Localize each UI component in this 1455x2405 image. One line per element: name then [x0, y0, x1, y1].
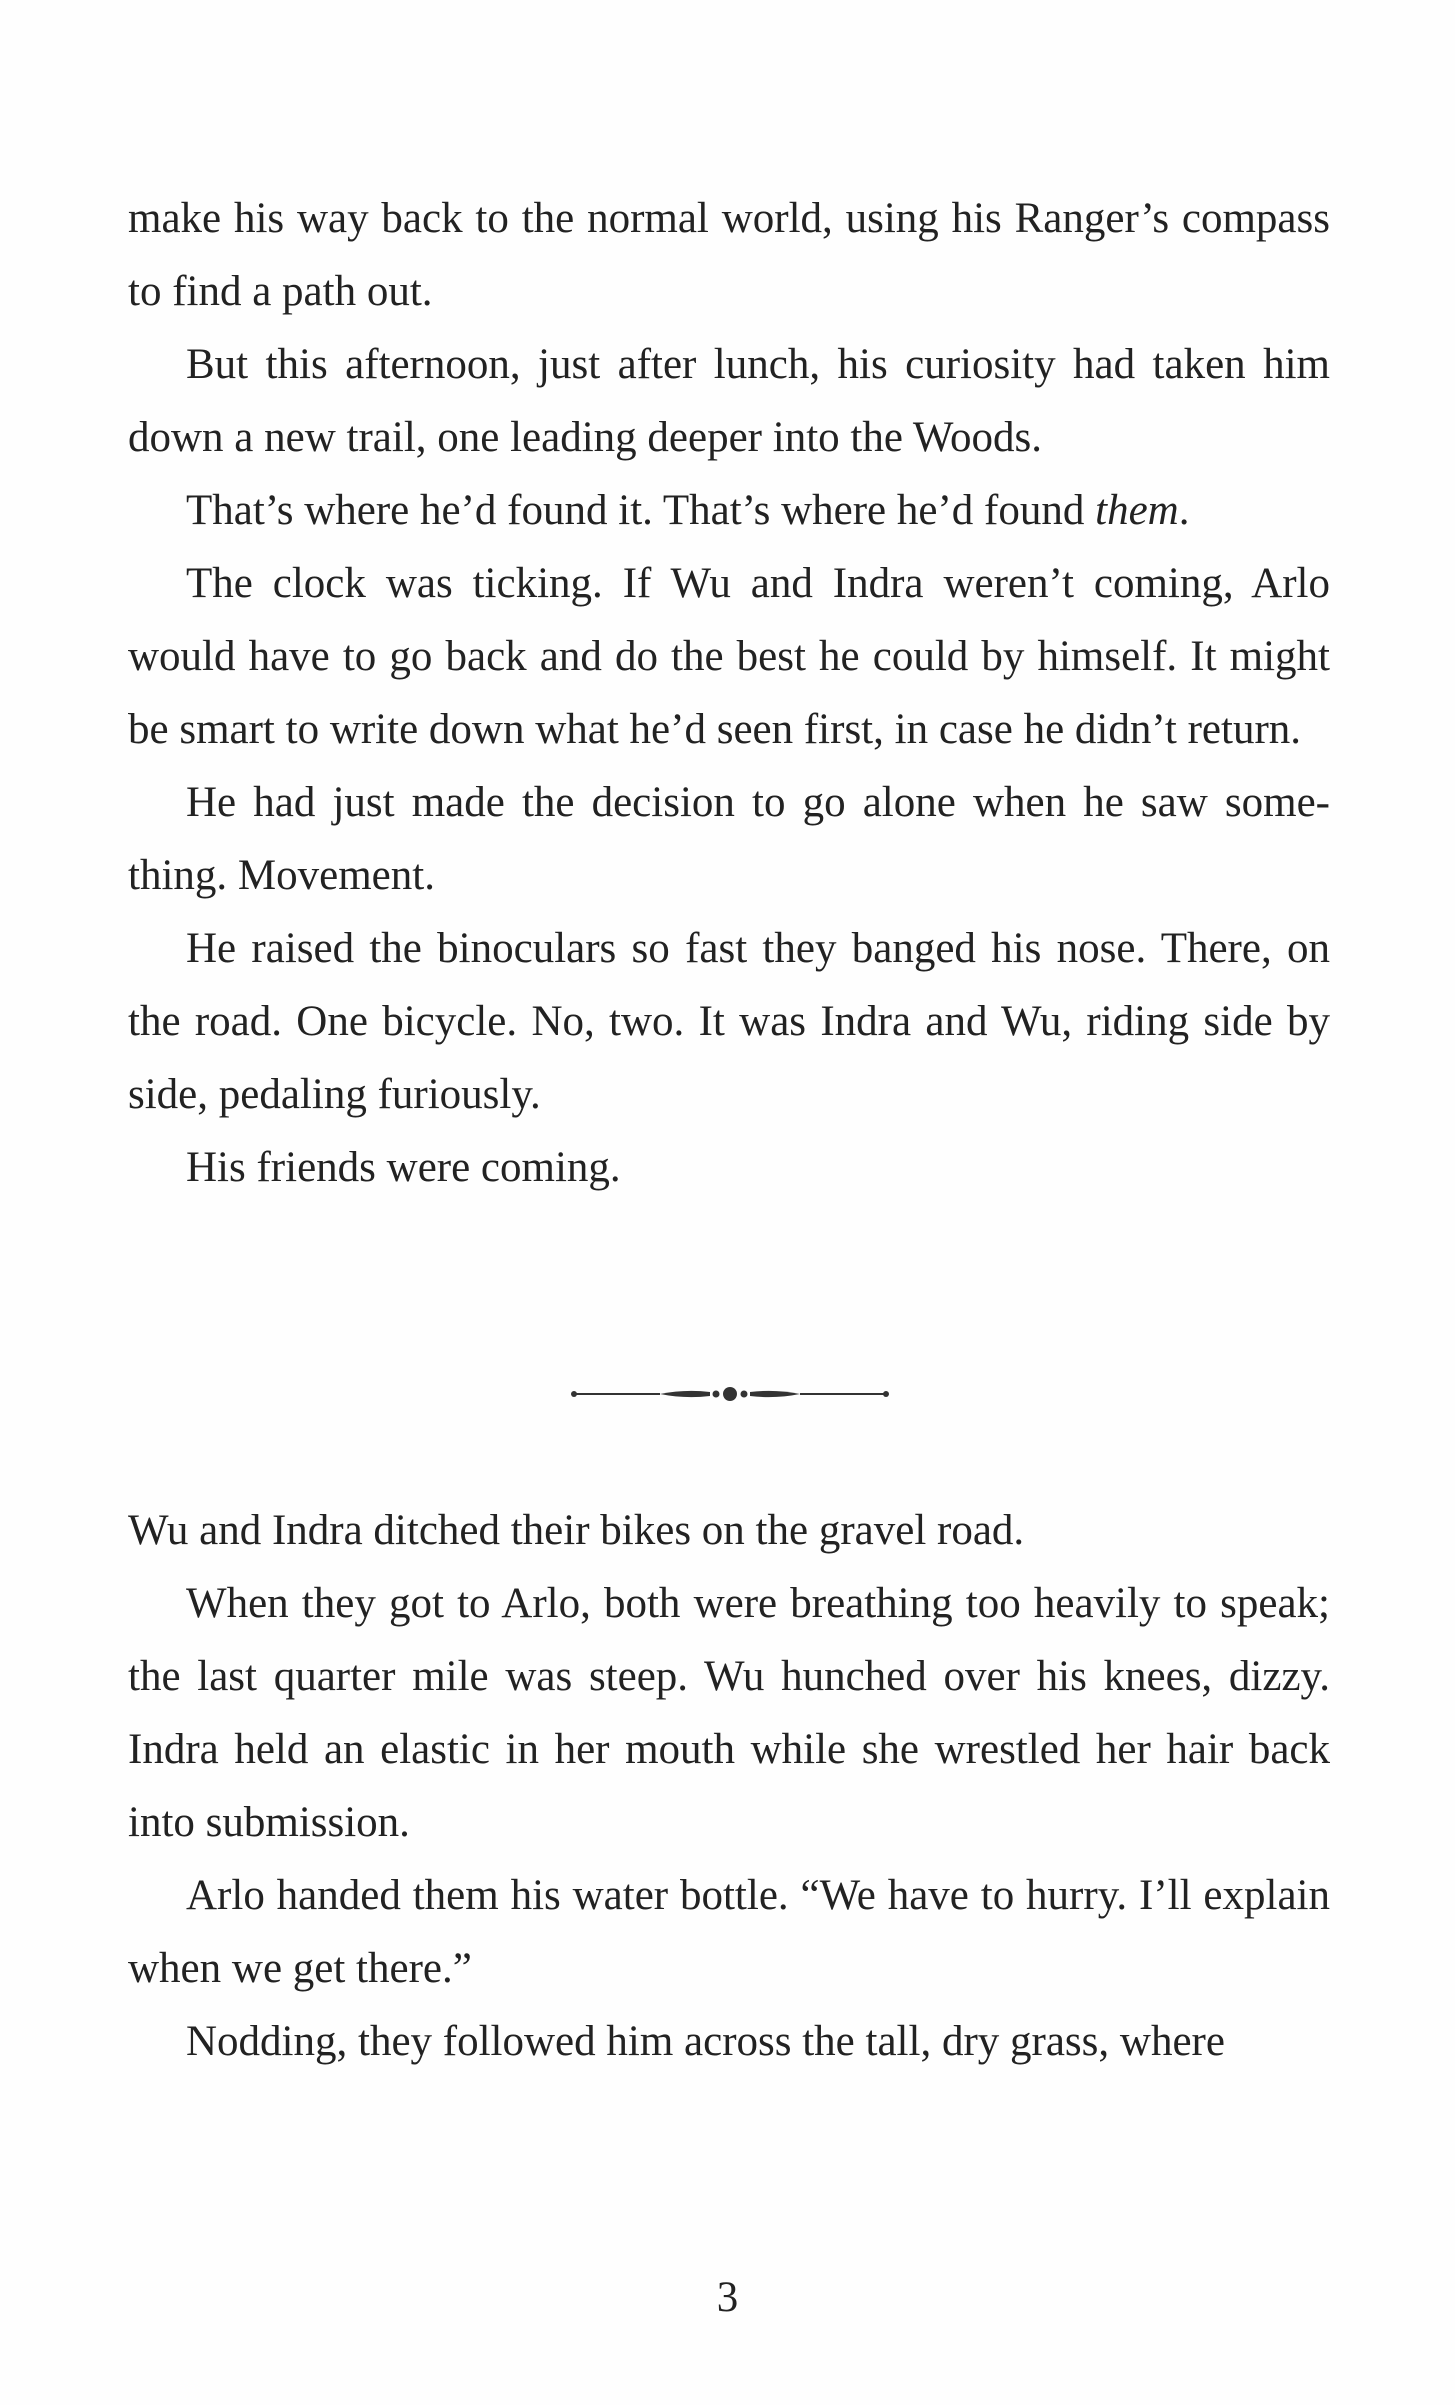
paragraph: He had just made the decision to go alone when he saw something. Movement.	[128, 779, 1330, 899]
text-section-two	[128, 1494, 1330, 2078]
paragraph: His friends were coming.	[186, 1144, 621, 1191]
paragraph-text: That’s where he’d found it. That’s where he’d found	[186, 487, 1096, 534]
paragraph: Arlo handed them his water bottle. “We have to hurry. I’ll explain when we get there.”	[128, 1872, 1330, 1992]
emphasized-word: them	[1095, 487, 1179, 534]
paragraph: make his way back to the normal world, using his Ranger’s compass to find a path out.	[128, 195, 1330, 315]
paragraph: When they got to Arlo, both were breathing too heavily to speak; the last quarter mile was steep. Wu hunched over his knees, dizzy. Indra held an elastic in her mouth while she wrestled her hair back into submission.	[128, 1580, 1330, 1846]
paragraph: Nodding, they followed him across the tall, dry grass, where	[186, 2018, 1225, 2065]
text-section-one	[128, 182, 1330, 1204]
paragraph-text: .	[1178, 487, 1190, 534]
page-number: 3	[716, 2274, 739, 2321]
paragraph: But this afternoon, just after lunch, his curiosity had taken him down a new trail, one leading deeper into the Woods.	[128, 341, 1330, 461]
section-break-ornament-icon	[570, 1380, 890, 1408]
paragraph	[128, 474, 1330, 547]
paragraph: He raised the binoculars so fast they banged his nose. There, on the road. One bicycle. No, two. It was Indra and Wu, riding side by side, pedaling furiously.	[128, 925, 1330, 1118]
paragraph: The clock was ticking. If Wu and Indra weren’t coming, Arlo would have to go back and do the best he could by himself. It might be smart to write down what he’d seen first, in case he didn’t return.	[128, 560, 1330, 753]
paragraph: Wu and Indra ditched their bikes on the gravel road.	[128, 1507, 1025, 1554]
